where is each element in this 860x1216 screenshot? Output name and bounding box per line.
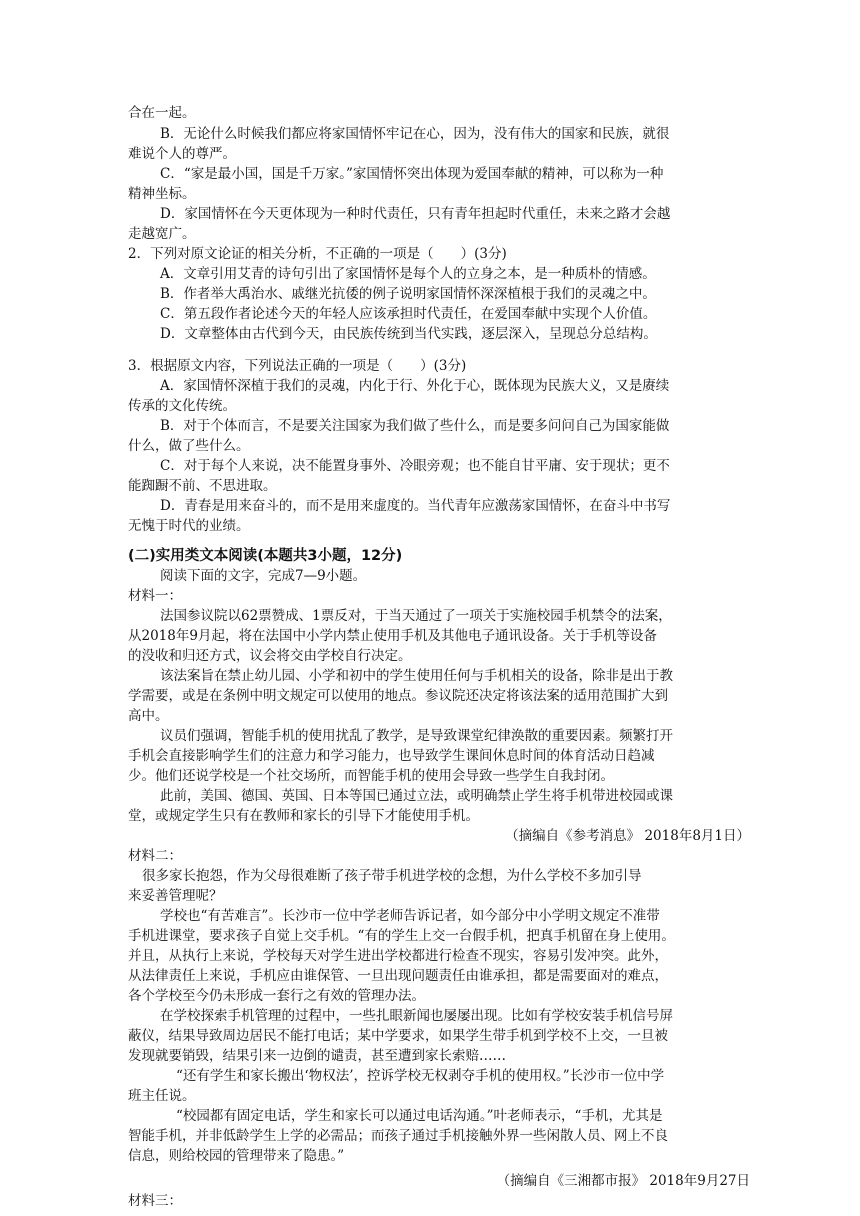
q3-option-a-line2: 传承的文化传统。	[128, 398, 236, 414]
m2-p5-line2: 智能手机，并非低龄学生上学的必需品；而孩子通过手机接触外界一些闲散人员、网上不良	[128, 1128, 668, 1144]
material-2-label: 材料二：	[128, 848, 182, 864]
q3-option-c-line2: 能踟蹰不前、不思进取。	[128, 478, 277, 494]
m1-source: （摘编自《参考消息》 2018年8月1日）	[505, 828, 750, 844]
m2-source: （摘编自《三湘都市报》 2018年9月27日	[496, 1173, 750, 1189]
m2-p1-line2: 来妥善管理呢？	[128, 888, 223, 904]
q1-option-d-line1: D．家国情怀在今天更体现为一种时代责任，只有青年担起时代重任，未来之路才会越	[160, 206, 671, 222]
m1-p1-line2: 从2018年9月起，将在法国中小学内禁止使用手机及其他电子通讯设备。关于手机等设备	[128, 628, 657, 644]
section-instruction: 阅读下面的文字，完成7—9小题。	[160, 568, 367, 584]
m1-p3-line1: 议员们强调，智能手机的使用扰乱了教学，是导致课堂纪律涣散的重要因素。频繁打开	[160, 728, 673, 744]
m2-p2-line2: 手机进课堂，要求孩子自觉上交手机。“有的学生上交一台假手机，把真手机留在身上使用。	[128, 928, 675, 944]
m2-p2-line4: 从法律责任上来说，手机应由谁保管、一旦出现问题责任由谁承担，都是需要面对的难点，	[128, 968, 668, 984]
q2-stem: 2．下列对原文论证的相关分析，不正确的一项是（ ）(3分)	[128, 246, 507, 262]
m2-p3-line3: 发现就要销毁，结果引来一边倒的谴责，甚至遭到家长索赔……	[128, 1048, 506, 1064]
q3-option-a-line1: A．家国情怀深植于我们的灵魂，内化于行、外化于心，既体现为民族大义，又是赓续	[160, 378, 670, 394]
q1-option-c-line2: 精神坐标。	[128, 186, 196, 202]
q1-option-b-line1: B．无论什么时候我们都应将家国情怀牢记在心，因为，没有伟大的国家和民族，就很	[160, 126, 670, 142]
q2-option-a: A．文章引用艾青的诗句引出了家国情怀是每个人的立身之本，是一种质朴的情感。	[160, 266, 656, 282]
m2-p1-line1: 很多家长抱怨，作为父母很难断了孩子带手机进学校的念想，为什么学校不多加引导	[142, 868, 642, 884]
m1-p2-line2: 学需要，或是在条例中明文规定可以使用的地点。参议院还决定将该法案的适用范围扩大到	[128, 688, 668, 704]
m1-p1-line3: 的没收和归还方式，议会将交由学校自行决定。	[128, 648, 412, 664]
q2-option-d: D．文章整体由古代到今天，由民族传统到当代实践，逐层深入，呈现总分总结构。	[160, 326, 657, 342]
q3-option-b-line1: B．对于个体而言，不是要关注国家为我们做了些什么，而是要多问问自己为国家能做	[160, 418, 670, 434]
m2-p4-line2: 班主任说。	[128, 1088, 196, 1104]
q3-option-d-line1: D．青春是用来奋斗的，而不是用来虚度的。当代青年应激荡家国情怀，在奋斗中书写	[160, 498, 671, 514]
m2-p5-line1: “校园都有固定电话，学生和家长可以通过电话沟通。”叶老师表示，“手机，尤其是	[176, 1108, 663, 1124]
m2-p4-line1: “还有学生和家长搬出‘物权法’，控诉学校无权剥夺手机的使用权。”长沙市一位中学	[176, 1068, 665, 1084]
m2-p2-line3: 并且，从执行上来说，学校每天对学生进出学校都进行检查不现实，容易引发冲突。此外，	[128, 948, 668, 964]
m2-p3-line2: 蔽仪，结果导致周边居民不能打电话；某中学要求，如果学生带手机到学校不上交，一旦被	[128, 1028, 668, 1044]
m2-p5-line3: 信息，则给校园的管理带来了隐患。”	[128, 1148, 345, 1164]
q3-option-b-line2: 什么，做了些什么。	[128, 438, 250, 454]
m2-p3-line1: 在学校探索手机管理的过程中，一些扎眼新闻也屡屡出现。比如有学校安装手机信号屏	[160, 1008, 673, 1024]
m1-p2-line3: 高中。	[128, 708, 169, 724]
m1-p4-line2: 堂，或规定学生只有在教师和家长的引导下才能使用手机。	[128, 808, 479, 824]
q1-option-d-line2: 走越宽广。	[128, 226, 196, 242]
q3-option-c-line1: C．对于每个人来说，决不能置身事外、冷眼旁观；也不能自甘平庸、安于现状；更不	[160, 458, 670, 474]
m1-p3-line2: 手机会直接影响学生们的注意力和学习能力，也导致学生课间休息时间的体育活动日趋减	[128, 748, 655, 764]
section-heading: (二)实用类文本阅读(本题共3小题，12分)	[128, 548, 403, 564]
q1-option-c-line1: C．“家是最小国，国是千万家。”家国情怀突出体现为爱国奉献的精神，可以称为一种	[160, 166, 664, 182]
q2-option-c: C．第五段作者论述今天的年轻人应该承担时代责任，在爱国奉献中实现个人价值。	[160, 306, 657, 322]
material-3-label: 材料三：	[128, 1193, 182, 1209]
material-1-label: 材料一：	[128, 588, 182, 604]
m2-p2-line5: 各个学校至今仍未形成一套行之有效的管理办法。	[128, 988, 425, 1004]
q3-option-d-line2: 无愧于时代的业绩。	[128, 518, 250, 534]
q1-option-b-line2: 难说个人的尊严。	[128, 146, 236, 162]
m1-p2-line1: 该法案旨在禁止幼儿园、小学和初中的学生使用任何与手机相关的设备，除非是出于教	[160, 668, 673, 684]
q3-stem: 3．根据原文内容，下列说法正确的一项是（ ）(3分)	[128, 358, 467, 374]
m1-p1-line1: 法国参议院以62票赞成、1票反对，于当天通过了一项关于实施校园手机禁令的法案，	[160, 608, 672, 624]
m1-p3-line3: 少。他们还说学校是一个社交场所，而智能手机的使用会导致一些学生自我封闭。	[128, 768, 614, 784]
q1-continuation: 合在一起。	[128, 105, 196, 121]
q2-option-b: B．作者举大禹治水、戚继光抗倭的例子说明家国情怀深深植根于我们的灵魂之中。	[160, 286, 656, 302]
m2-p2-line1: 学校也“有苦难言”。长沙市一位中学老师告诉记者，如今部分中小学明文规定不准带	[160, 908, 660, 924]
m1-p4-line1: 此前，美国、德国、英国、日本等国已通过立法，或明确禁止学生将手机带进校园或课	[160, 788, 673, 804]
